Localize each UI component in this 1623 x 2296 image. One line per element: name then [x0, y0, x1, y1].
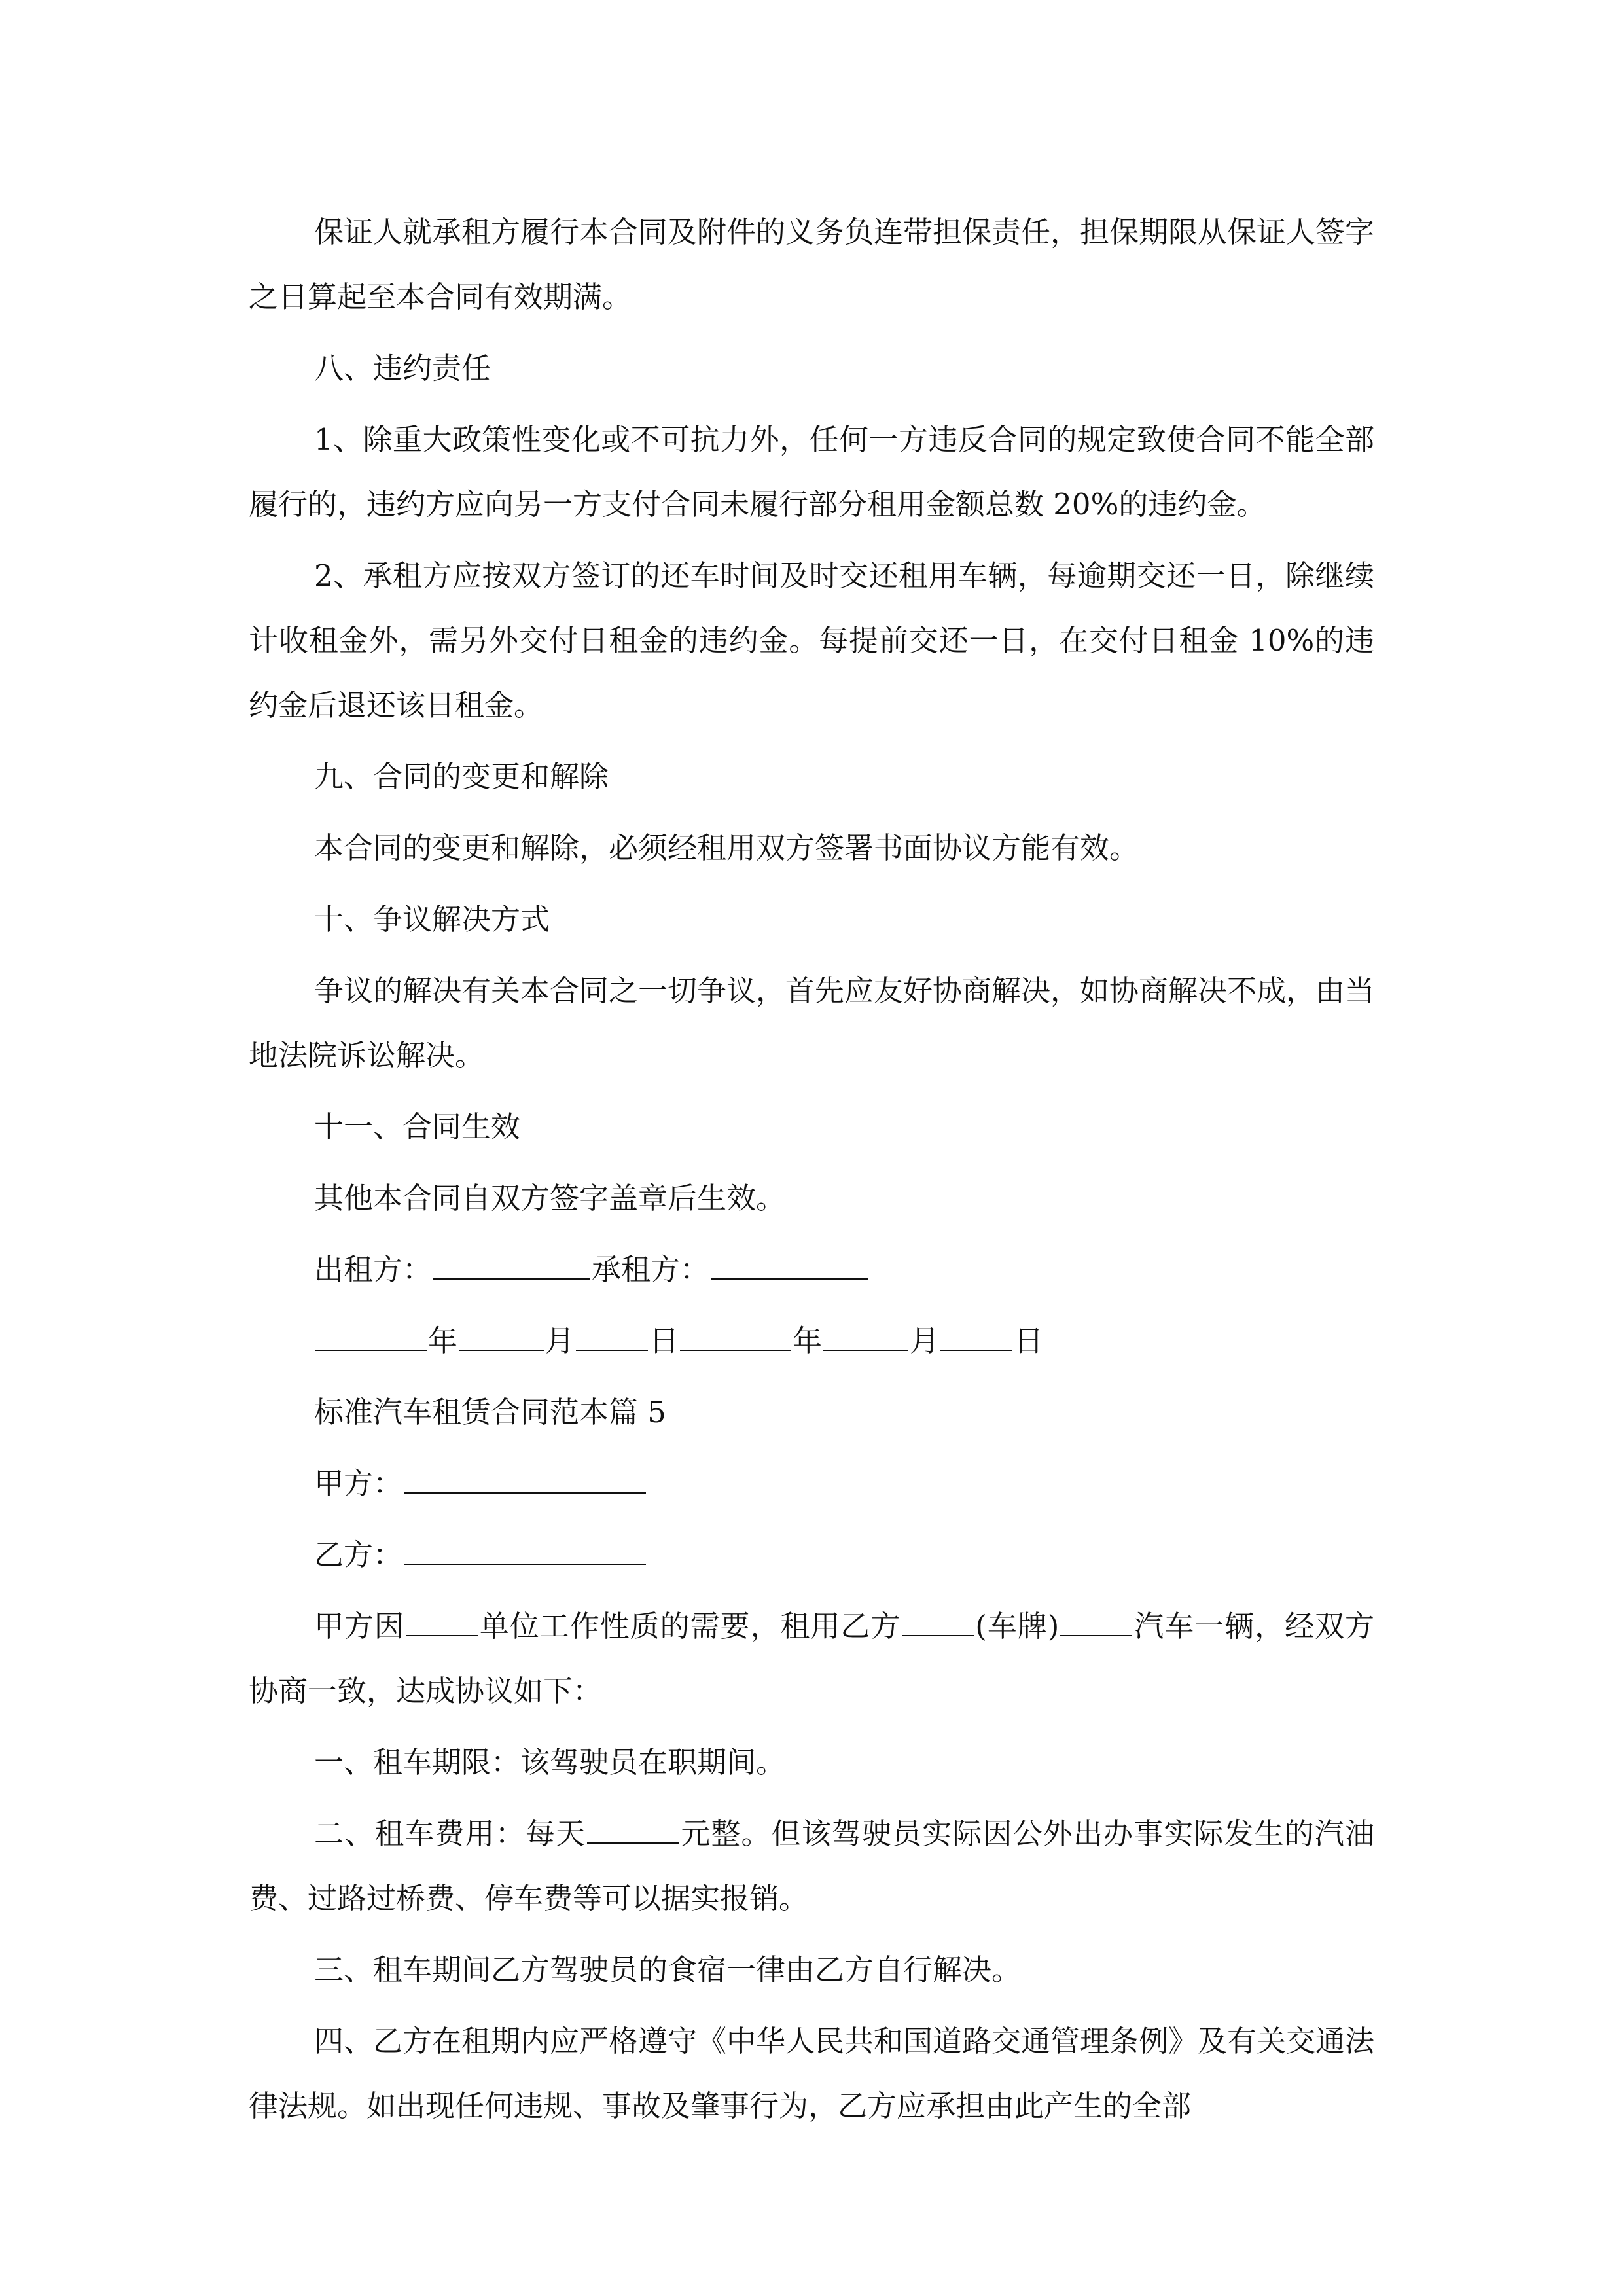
guarantor-paragraph: 保证人就承租方履行本合同及附件的义务负连带担保责任，担保期限从保证人签字之日算起至本合同有效期满。: [249, 215, 1375, 314]
intro-part-3: (车牌): [975, 1609, 1060, 1643]
contract-effect-paragraph: 其他本合同自双方签字盖章后生效。: [314, 1181, 786, 1215]
clause-2-part-2: 元整。但该驾驶员实际因公外出办事实际发生的汽油费、过路过桥费、停车费等可以据实报销。: [249, 1816, 1374, 1916]
clause-2: [249, 1801, 1374, 1931]
lessee-month-label: 月: [910, 1323, 940, 1358]
daily-fee-blank: [587, 1818, 679, 1844]
intro-part-1: 甲方因: [314, 1609, 404, 1643]
clause-1: 一、租车期限：该驾驶员在职期间。: [314, 1745, 786, 1780]
document-body: [249, 200, 1374, 2145]
unit-blank: [406, 1610, 478, 1636]
lessor-label: 出租方：: [314, 1252, 433, 1287]
party-a-blank: [404, 1467, 646, 1494]
lessee-day-label: 日: [1014, 1323, 1044, 1358]
clause-4: 四、乙方在租期内应严格遵守《中华人民共和国道路交通管理条例》及有关交通法律法规。如出现任何违规、事故及肇事行为，乙方应承担由此产生的全部: [249, 2024, 1375, 2123]
car-model-blank: [1060, 1610, 1132, 1636]
lessor-signature-blank: [433, 1253, 590, 1280]
dispute-resolution-paragraph: 争议的解决有关本合同之一切争议，首先应友好协商解决，如协商解决不成，由当地法院诉讼解决。: [249, 973, 1375, 1073]
intro-part-4: 汽车一辆，经双方协商一致，达成协议如下：: [249, 1609, 1374, 1708]
party-b-blank: [404, 1539, 646, 1565]
lessor-day-blank: [576, 1325, 648, 1351]
party-a-label: 甲方：: [314, 1466, 403, 1501]
breach-clause-2: 2、承租方应按双方签订的还车时间及时交还租用车辆，每逾期交还一日，除继续计收租金外，需另外交付日租金的违约金。每提前交还一日，在交付日租金 10%的违约金后退还该日租金。: [249, 558, 1374, 723]
signature-parties-row: [249, 1237, 1374, 1302]
lessee-year-label: 年: [793, 1323, 823, 1358]
lessee-signature-blank: [711, 1253, 868, 1280]
breach-clause-1: 1、除重大政策性变化或不可抗力外，任何一方违反合同的规定致使合同不能全部履行的，违约方应向另一方支付合同未履行部分租用金额总数 20%的违约金。: [249, 422, 1374, 522]
lessor-day-label: 日: [649, 1323, 679, 1358]
lessor-month-label: 月: [545, 1323, 575, 1358]
section-title: 标准汽车租赁合同范本篇 5: [314, 1395, 666, 1429]
lessee-year-blank: [680, 1325, 791, 1351]
change-termination-paragraph: 本合同的变更和解除，必须经租用双方签署书面协议方能有效。: [314, 831, 1139, 865]
heading-contract-effect: 十一、合同生效: [314, 1109, 521, 1144]
intro-part-2: 单位工作性质的需要，租用乙方: [478, 1609, 901, 1643]
heading-breach-liability: 八、违约责任: [314, 351, 491, 386]
lessee-day-blank: [940, 1325, 1012, 1351]
lessee-label: 承租方：: [592, 1252, 710, 1287]
plate-blank: [902, 1610, 974, 1636]
heading-dispute-resolution: 十、争议解决方式: [314, 902, 550, 937]
lessee-month-blank: [823, 1325, 908, 1351]
party-b-row: [249, 1522, 1374, 1587]
lessor-month-blank: [459, 1325, 544, 1351]
signature-date-row: [249, 1308, 1374, 1373]
party-b-label: 乙方：: [314, 1537, 403, 1572]
lessor-year-blank: [315, 1325, 427, 1351]
heading-change-termination: 九、合同的变更和解除: [314, 759, 609, 794]
intro-paragraph: [249, 1594, 1374, 1723]
clause-3: 三、租车期间乙方驾驶员的食宿一律由乙方自行解决。: [314, 1952, 1022, 1987]
clause-2-part-1: 二、租车费用：每天: [314, 1816, 586, 1851]
lessor-year-label: 年: [428, 1323, 458, 1358]
party-a-row: [249, 1451, 1374, 1516]
